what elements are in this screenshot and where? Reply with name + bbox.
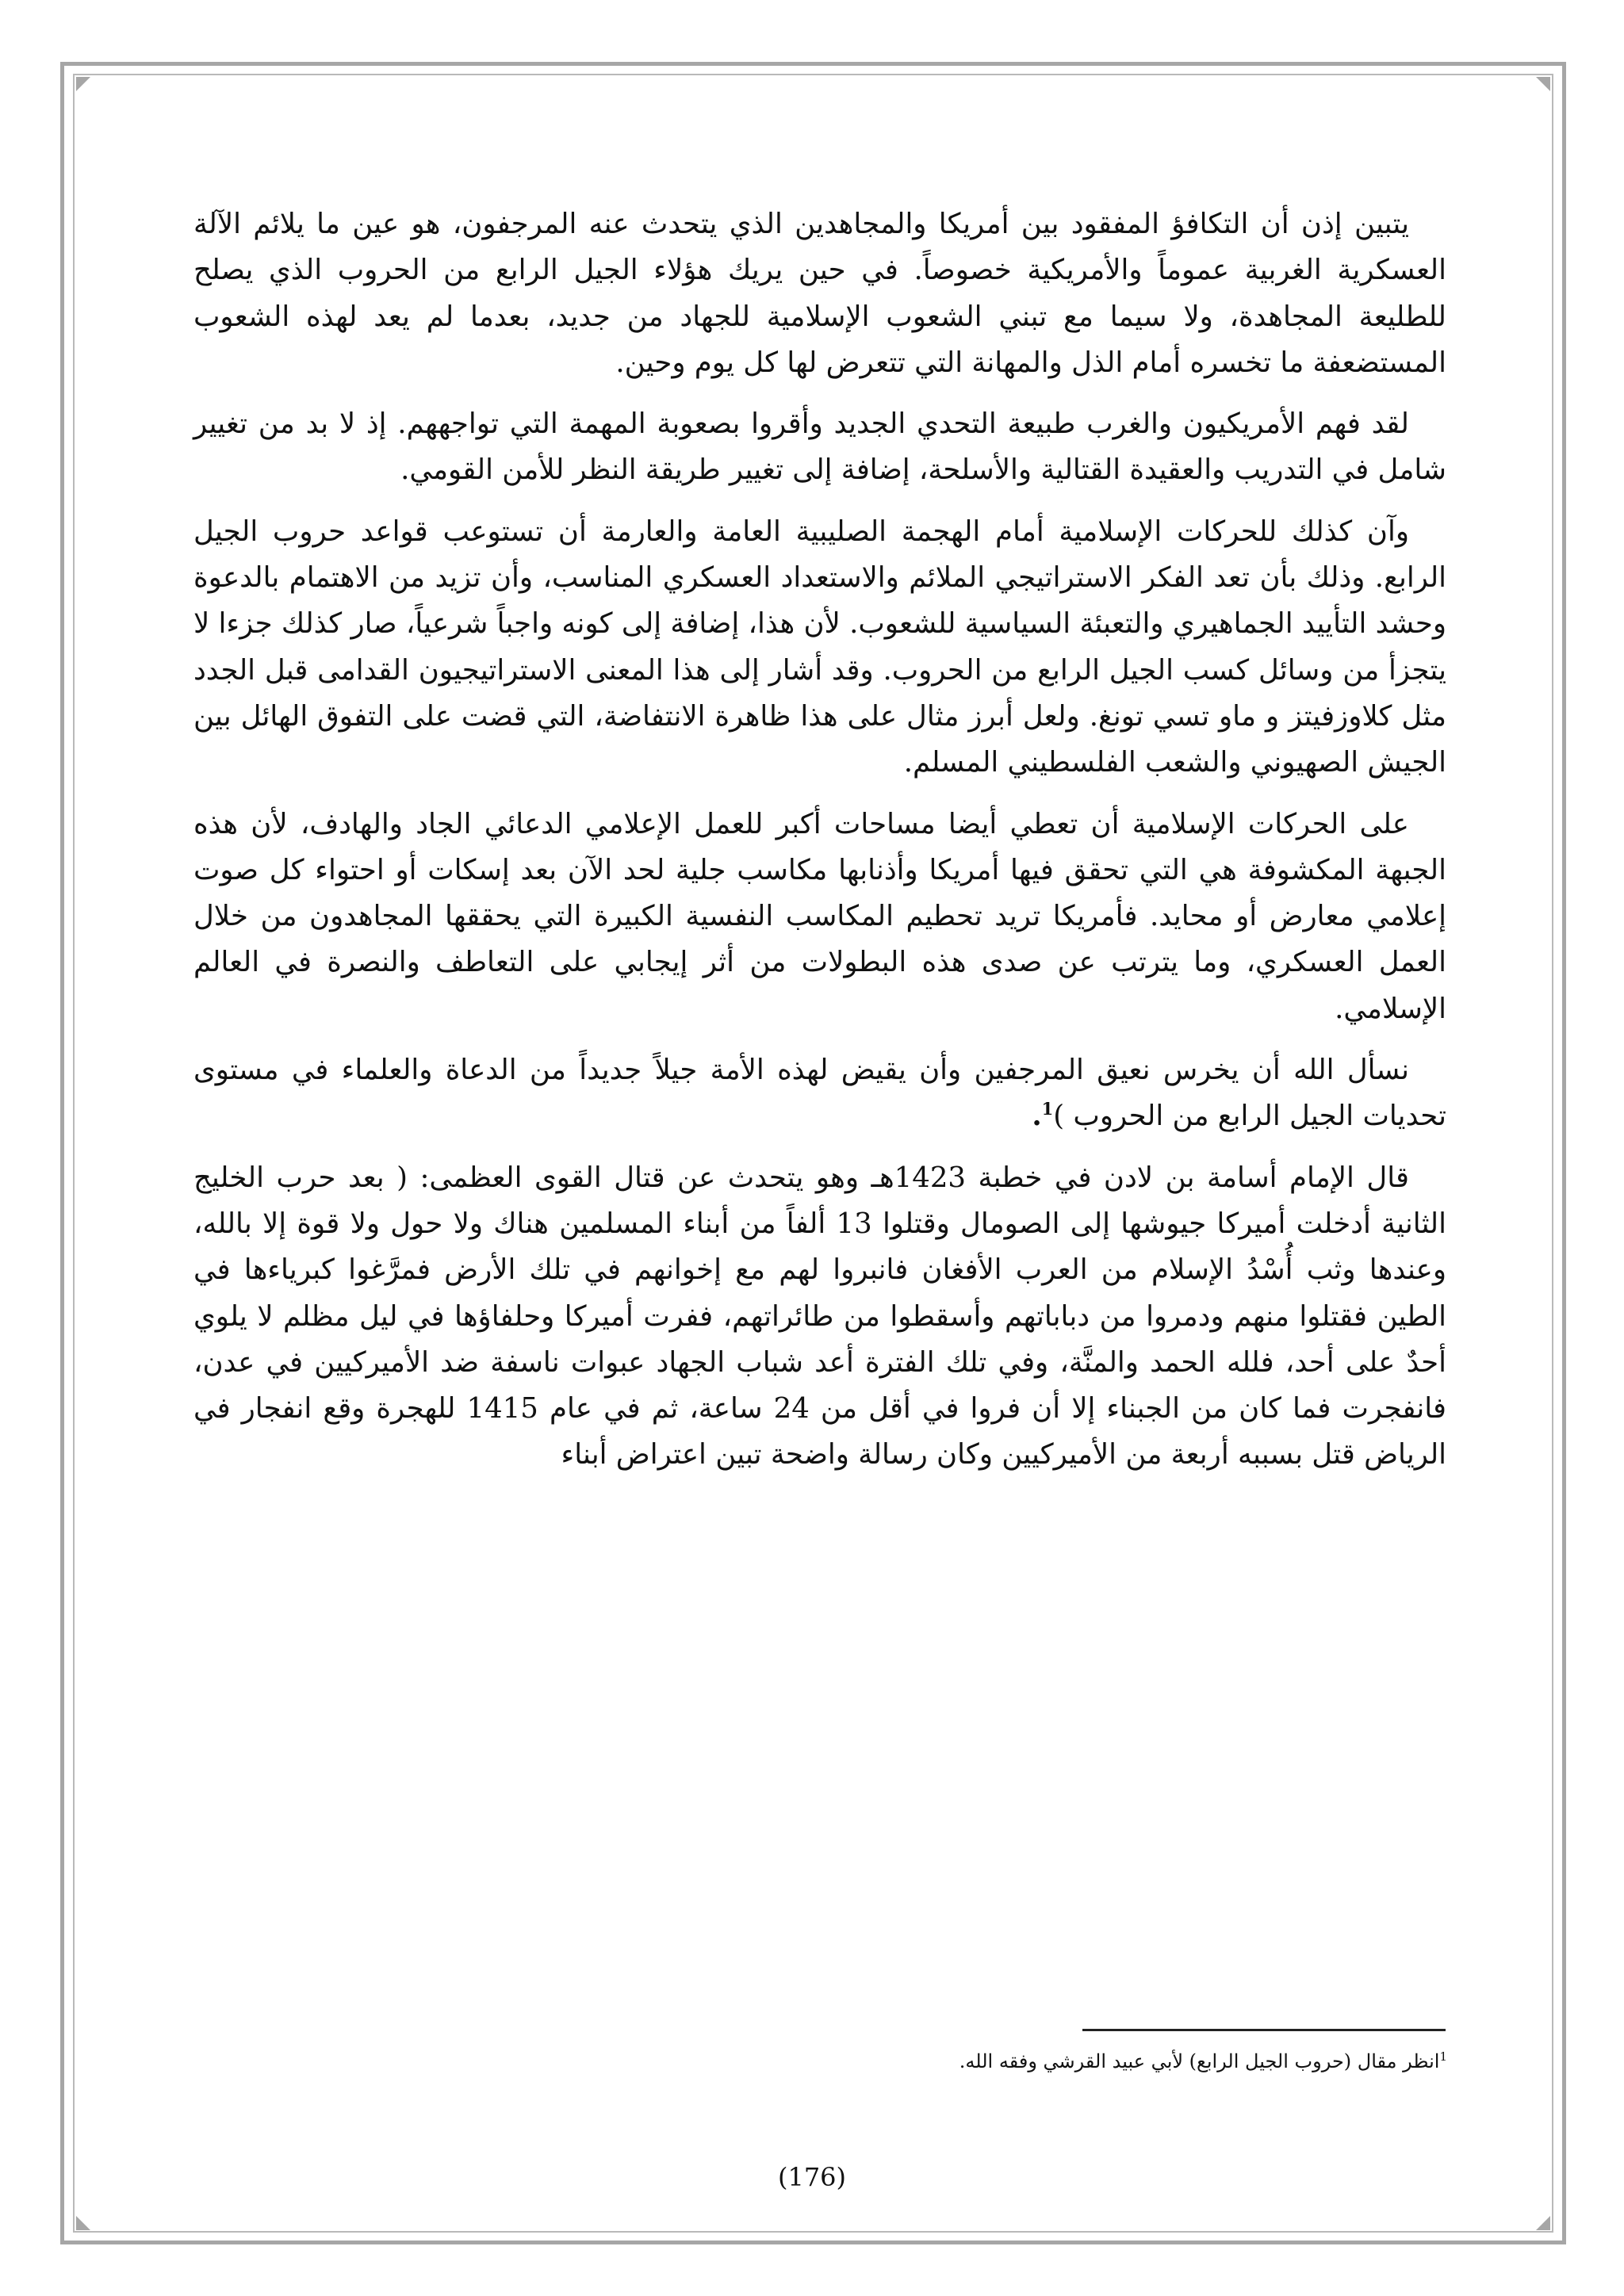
paragraph-5-stop: . bbox=[1032, 1100, 1042, 1133]
paragraph-1: يتبين إذن أن التكافؤ المفقود بين أمريكا والمجاهدين الذي يتحدث عنه المرجفون، هو عين ما يلائم الآلة العسكرية الغربية عموماً والأمريكية خصوصاً. في حين يريك هؤلاء الجيل الرابع من الحروب الذي يصلح للطليعة المجاهدة، ولا سيما مع تبني الشعوب الإسلامية للجهاد من جديد، بعدما لم يعد لهذه الشعوب المستضعفة ما تخسره أمام الذل والمهانة التي تتعرض لها كل يوم وحين. bbox=[193, 208, 1446, 379]
corner-ornament-bottom-right bbox=[1536, 2216, 1550, 2230]
corner-ornament-top-left bbox=[76, 77, 90, 91]
footnote-reference[interactable]: 1 bbox=[1041, 1099, 1054, 1119]
body-text bbox=[193, 201, 1446, 1494]
footnote-marker: 1 bbox=[1439, 2049, 1447, 2064]
footnote bbox=[555, 2045, 1447, 2077]
footnote-separator bbox=[1082, 2029, 1446, 2031]
paragraph-3: وآن كذلك للحركات الإسلامية أمام الهجمة الصليبية العامة والعارمة أن تستوعب قواعد حروب الجيل الرابع. وذلك بأن تعد الفكر الاستراتيجي الملائم والاستعداد العسكري المناسب، وأن تزيد من الاهتمام بالدعوة وحشد التأييد الجماهيري والتعبئة السياسية للشعوب. لأن هذا، إضافة إلى كونه واجباً شرعياً، صار كذلك جزءا لا يتجزأ من وسائل كسب الجيل الرابع من الحروب. وقد أشار إلى هذا المعنى الاستراتيجيون القدامى قبل الجدد مثل كلاوزفيتز و ماو تسي تونغ. ولعل أبرز مثال على هذا ظاهرة الانتفاضة، التي قضت على التفوق الهائل بين الجيش الصهيوني والشعب الفلسطيني المسلم. bbox=[193, 515, 1446, 779]
paragraph-2: لقد فهم الأمريكيون والغرب طبيعة التحدي الجديد وأقروا بصعوبة المهمة التي تواجههم. إذ لا بد من تغيير شامل في التدريب والعقيدة القتالية والأسلحة، إضافة إلى تغيير طريقة النظر للأمن القومي. bbox=[193, 408, 1446, 487]
paragraph-6: قال الإمام أسامة بن لادن في خطبة 1423هـ وهو يتحدث عن قتال القوى العظمى: ( بعد حرب الخليج الثانية أدخلت أميركا جيوشها إلى الصومال وقتلوا 13 ألفاً من أبناء المسلمين هناك ولا حول ولا قوة إلا بالله، وعندها وثب أُسْدُ الإسلام من العرب الأفغان فانبروا لهم مع إخوانهم في تلك الأرض فمرَّغوا كبرياءها في الطين فقتلوا منهم ودمروا من دباباتهم وأسقطوا من طائراتهم، ففرت أميركا وحلفاؤها في ليل مظلم لا يلوي أحدٌ على أحد، فلله الحمد والمنَّة، وفي تلك الفترة أعد شباب الجهاد عبوات ناسفة ضد الأميركيين في عدن، فانفجرت فما كان من الجبناء إلا أن فروا في أقل من 24 ساعة، ثم في عام 1415 للهجرة وقع انفجار في الرياض قتل بسببه أربعة من الأميركيين وكان رسالة واضحة تبين اعتراض أبناء bbox=[193, 1161, 1446, 1471]
corner-ornament-top-right bbox=[1536, 77, 1550, 91]
paragraph-5-text: نسأل الله أن يخرس نعيق المرجفين وأن يقيض لهذه الأمة جيلاً جديداً من الدعاة والعلماء في مستوى تحديات الجيل الرابع من الحروب ) bbox=[193, 1054, 1446, 1133]
page-number: (176) bbox=[777, 2162, 847, 2192]
footnote-text: انظر مقال (حروب الجيل الرابع) لأبي عبيد القرشي وفقه الله. bbox=[959, 2050, 1440, 2072]
corner-ornament-bottom-left bbox=[76, 2216, 90, 2230]
paragraph-5 bbox=[193, 1047, 1446, 1140]
paragraph-4: على الحركات الإسلامية أن تعطي أيضا مساحات أكبر للعمل الإعلامي الدعائي الجاد والهادف، لأن هذه الجبهة المكشوفة هي التي تحقق فيها أمريكا وأذنابها مكاسب جلية لحد الآن بعد إسكات أو احتواء كل صوت إعلامي معارض أو محايد. فأمريكا تريد تحطيم المكاسب النفسية الكبيرة التي يحققها المجاهدون من خلال العمل العسكري، وما يترتب عن صدى هذه البطولات من أثر إيجابي على التعاطف والنصرة في العالم الإسلامي. bbox=[193, 807, 1446, 1025]
